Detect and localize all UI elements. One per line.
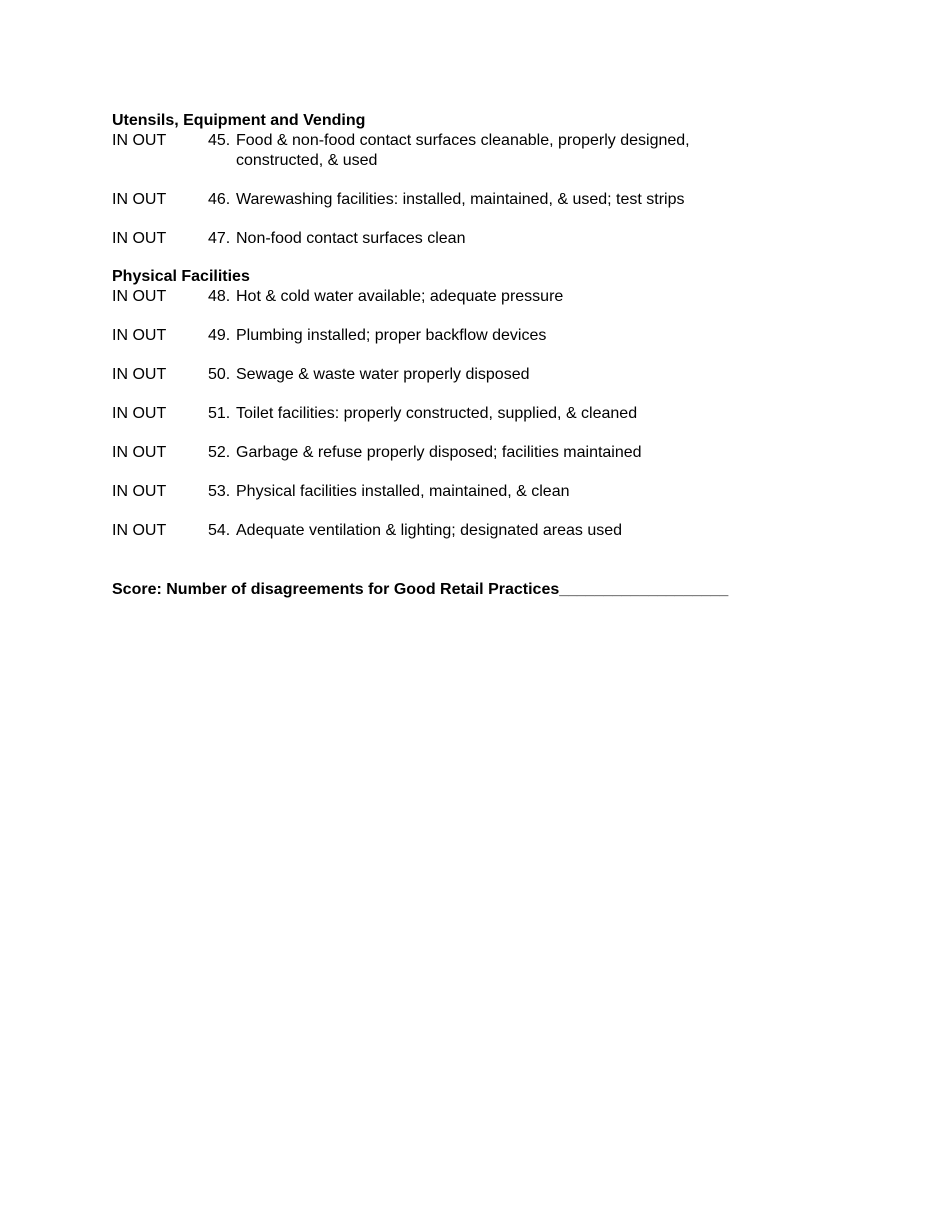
- item-text: Hot & cold water available; adequate pressure: [236, 288, 564, 305]
- item-text: Adequate ventilation & lighting; designated areas used: [236, 522, 623, 539]
- in-out-status: IN OUT: [112, 522, 167, 539]
- in-out-status: IN OUT: [112, 191, 167, 208]
- item-text: Physical facilities installed, maintained, & clean: [236, 483, 570, 500]
- in-out-status: IN OUT: [112, 327, 167, 344]
- item-number: 52.: [208, 444, 231, 461]
- item-text: Sewage & waste water properly disposed: [236, 366, 530, 383]
- score-line: [112, 580, 872, 600]
- item-number: 45.: [208, 132, 231, 149]
- in-out-status: IN OUT: [112, 444, 167, 461]
- item-number: 48.: [208, 288, 231, 305]
- score-blank-field[interactable]: ___________________: [559, 581, 729, 598]
- item-number: 51.: [208, 405, 231, 422]
- item-number: 49.: [208, 327, 231, 344]
- section-title-utensils: Utensils, Equipment and Vending: [112, 112, 366, 129]
- section-title-physical-facilities: Physical Facilities: [112, 268, 250, 285]
- in-out-status: IN OUT: [112, 230, 167, 247]
- in-out-status: IN OUT: [112, 132, 167, 149]
- item-text: Food & non-food contact surfaces cleanable, properly designed, constructed, & used: [236, 132, 690, 169]
- in-out-status: IN OUT: [112, 366, 167, 383]
- item-text: Non-food contact surfaces clean: [236, 230, 466, 247]
- item-text: Plumbing installed; proper backflow devices: [236, 327, 547, 344]
- item-number: 54.: [208, 522, 231, 539]
- checklist-item-50: [112, 365, 872, 385]
- item-number: 53.: [208, 483, 231, 500]
- checklist-item-45: [112, 131, 872, 171]
- in-out-status: IN OUT: [112, 288, 167, 305]
- item-text: Garbage & refuse properly disposed; facilities maintained: [236, 444, 642, 461]
- inspection-form-page: [112, 111, 872, 600]
- checklist-item-46: [112, 190, 872, 210]
- checklist-item-53: [112, 482, 872, 502]
- checklist-item-48: [112, 287, 872, 307]
- item-number: 47.: [208, 230, 231, 247]
- checklist-item-54: [112, 521, 872, 541]
- checklist-item-51: [112, 404, 872, 424]
- item-number: 50.: [208, 366, 231, 383]
- checklist-item-49: [112, 326, 872, 346]
- in-out-status: IN OUT: [112, 405, 167, 422]
- score-label: Score: Number of disagreements for Good Retail Practices: [112, 581, 560, 598]
- item-number: 46.: [208, 191, 231, 208]
- checklist-item-52: [112, 443, 872, 463]
- item-text: Toilet facilities: properly constructed, supplied, & cleaned: [236, 405, 638, 422]
- in-out-status: IN OUT: [112, 483, 167, 500]
- checklist-item-47: [112, 229, 872, 249]
- item-text: Warewashing facilities: installed, maintained, & used; test strips: [236, 191, 685, 208]
